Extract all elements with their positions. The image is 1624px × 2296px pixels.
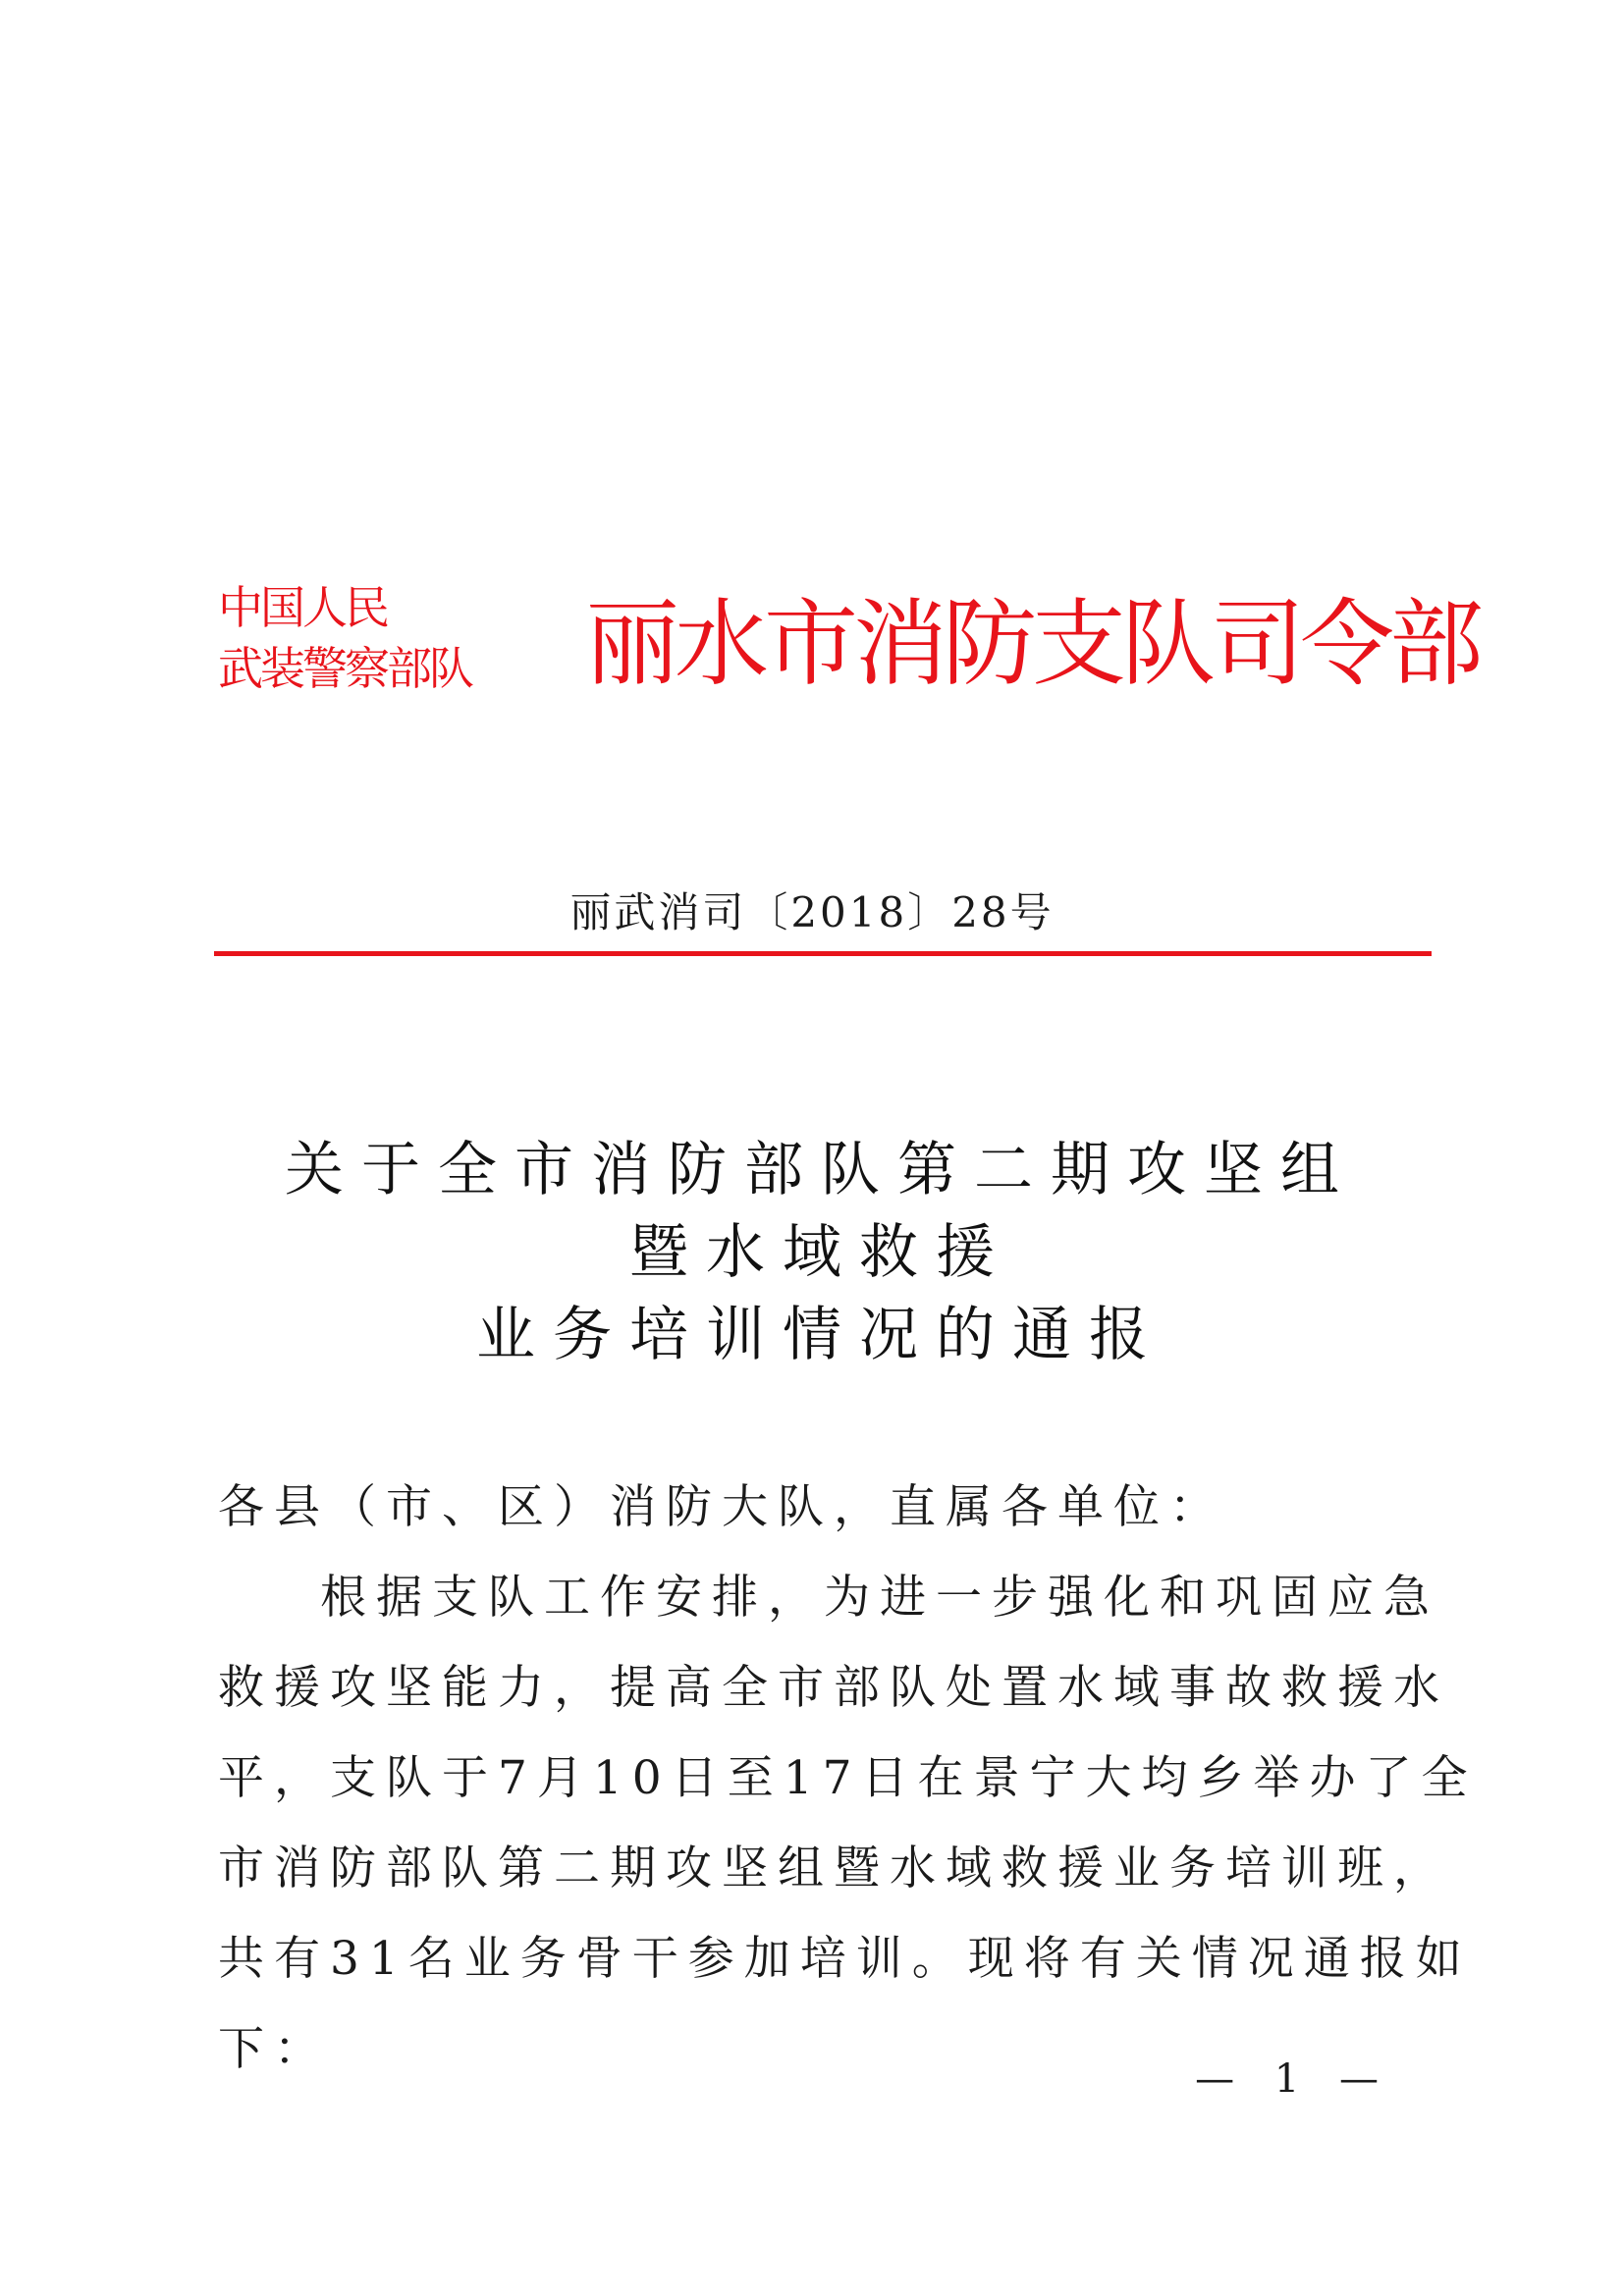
title-line-3: 业务培训情况的通报 (476, 1301, 1165, 1369)
paragraph-line-5: 共有31名业务骨干参加培训。现将有关情况通报如 (218, 1932, 1472, 1986)
paragraph-line-4: 市消防部队第二期攻坚组暨水域救援业务培训班， (218, 1842, 1449, 1896)
issuing-organization (218, 577, 471, 699)
title-line-2: 暨水域救援 (629, 1218, 1012, 1287)
document-number: 丽武消司〔2018〕28号 (569, 888, 1055, 936)
salutation: 各县（市、区）消防大队，直属各单位： (218, 1480, 1225, 1534)
page-number: — 1 — (1195, 2056, 1392, 2102)
org-line-1: 中国人民 (218, 581, 387, 634)
document-body (218, 1463, 1478, 2095)
red-separator-line (214, 951, 1432, 956)
paragraph-line-2: 救援攻坚能力，提高全市部队处置水域事故救援水 (218, 1661, 1449, 1715)
paragraph-line-6: 下： (218, 2022, 330, 2076)
org-line-2: 武装警察部队 (218, 642, 471, 695)
paragraph-line-3: 平，支队于7月10日至17日在景宁大均乡举办了全 (218, 1751, 1478, 1805)
paragraph-line-1: 根据支队工作安排，为进一步强化和巩固应急 (320, 1571, 1439, 1625)
issuing-unit-name: 丽水市消防支队司令部 (585, 589, 1479, 699)
title-line-1: 关于全市消防部队第二期攻坚组 (285, 1136, 1357, 1204)
document-title (0, 1129, 1624, 1376)
